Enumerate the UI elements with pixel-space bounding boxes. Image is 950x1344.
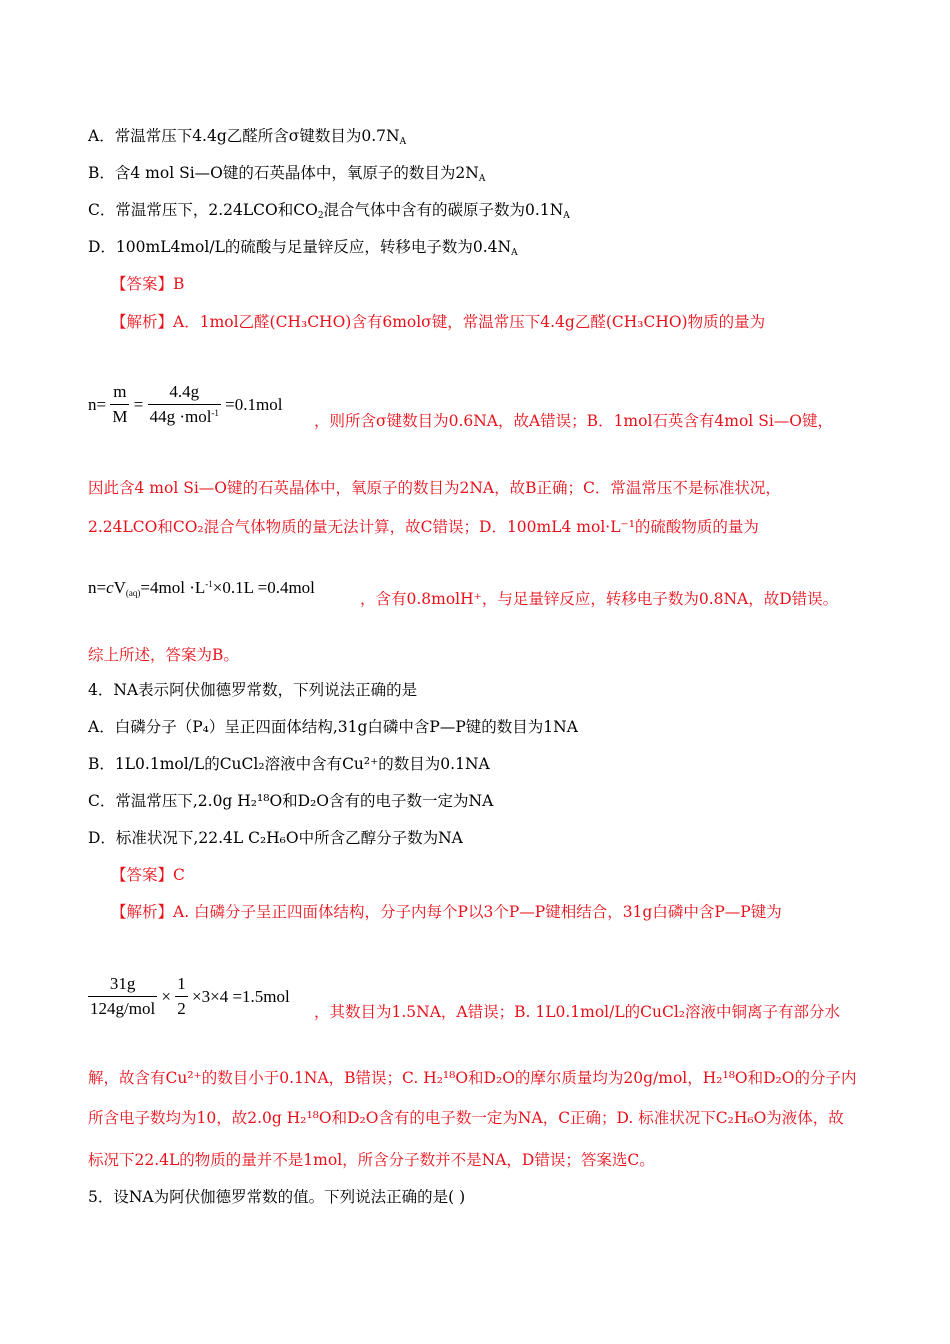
q3-option-a: A．常温常压下4.4g乙醛所含σ键数目为$0.7N_A$ xyxy=(88,127,407,147)
q4-explanation-line-3: 解，故含有Cu²⁺的数目小于0.1NA，B错误；C. H₂¹⁸O和D₂O的摩尔质量均为20g/mol，H₂¹⁸O和D₂O的分子内 xyxy=(88,1069,857,1087)
q4-explanation-line-5: 标况下22.4L的物质的量并不是1mol，所含分子数并不是NA，D错误；答案选C。 xyxy=(88,1151,655,1169)
q3-option-c: C．常温常压下，2.24LCO和$CO_2$混合气体中含有的碳原子数为$0.1N_A$ xyxy=(88,201,570,221)
q3-option-d: D．100mL4mol/L的硫酸与足量锌反应，转移电子数为$0.4N_A$ xyxy=(88,238,518,258)
q3-formula-1: n= $\frac{m}{M}$ = $\frac{4.4g}{44g \cdot mol^{-1}}$ =0.1mol xyxy=(88,382,283,426)
q4-option-a: A．白磷分子（P₄）呈正四面体结构,31g白磷中含P—P键的数目为1NA xyxy=(88,718,578,736)
q4-formula: $\frac{31g}{\text{124g/mol}}$ × $\frac{1}{2}$ ×3×4 =1.5mol xyxy=(90,974,290,1018)
q4-option-d: D．标准状况下,22.4L C₂H₆O中所含乙醇分子数为NA xyxy=(88,829,463,847)
q3-option-b: B．含4 mol Si—O键的石英晶体中，氧原子的数目为$2N_A$ xyxy=(88,164,486,184)
q3-formula-2: $n=cV_{(aq)}=4mol \cdot L^{-1}\times 0.1L =0.4mol$ xyxy=(88,578,315,598)
q4-explanation-line-2: ，其数目为1.5NA，A错误；B. 1L0.1mol/L的CuCl₂溶液中铜离子有部分水 xyxy=(314,1003,841,1021)
q3-explanation-line-1: 【解析】A．1mol乙醛(CH₃CHO)含有6molσ键，常温常压下4.4g乙醛(CH₃CHO)物质的量为 xyxy=(111,313,766,331)
q4-option-b: B．1L0.1mol/L的CuCl₂溶液中含有Cu²⁺的数目为0.1NA xyxy=(88,755,490,773)
q5-stem: 5．设NA为阿伏伽德罗常数的值。下列说法正确的是( ) xyxy=(88,1188,466,1206)
q3-explanation-line-3: 因此含4 mol Si—O键的石英晶体中，氧原子的数目为2NA，故B正确；C．常温常压不是标准状况， xyxy=(88,479,781,497)
q4-answer: 【答案】C xyxy=(111,866,185,884)
q3-explanation-line-5: ，含有0.8molH⁺，与足量锌反应，转移电子数为0.8NA，故D错误。 xyxy=(360,590,839,608)
q4-stem: 4．NA表示阿伏伽德罗常数，下列说法正确的是 xyxy=(88,681,418,699)
q3-explanation-line-4: 2.24LCO和CO₂混合气体物质的量无法计算，故C错误；D．100mL4 mol·L⁻¹的硫酸物质的量为 xyxy=(88,518,759,536)
q4-explanation-line-1: 【解析】A. 白磷分子呈正四面体结构，分子内每个P以3个P—P键相结合，31g白磷中含P—P键为 xyxy=(111,903,782,921)
q4-explanation-line-4: 所含电子数均为10，故2.0g H₂¹⁸O和D₂O含有的电子数一定为NA，C正确；D. 标准状况下C₂H₆O为液体，故 xyxy=(88,1109,844,1127)
q3-explanation-line-2: ，则所含σ键数目为0.6NA，故A错误；B．1mol石英含有4mol Si—O键， xyxy=(314,412,833,430)
q4-option-c: C．常温常压下,2.0g H₂¹⁸O和D₂O含有的电子数一定为NA xyxy=(88,792,494,810)
q3-summary: 综上所述，答案为B。 xyxy=(88,646,239,664)
q3-answer: 【答案】B xyxy=(111,275,185,293)
